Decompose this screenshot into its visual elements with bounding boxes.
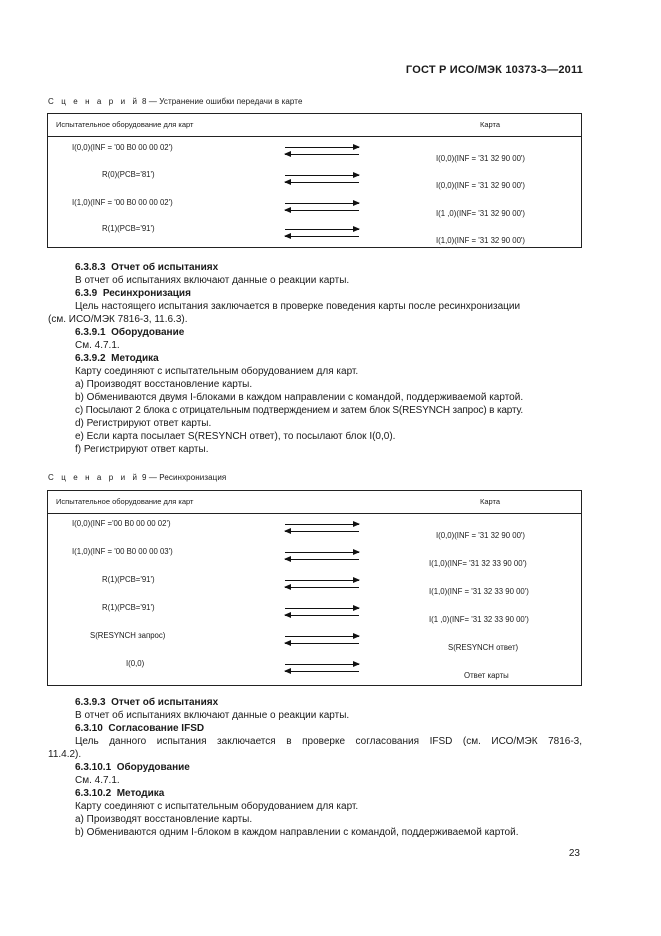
col-header-card: Карта: [480, 120, 501, 129]
paragraph: Карту соединяют с испытательным оборудованием для карт.: [75, 366, 359, 377]
scenario-8-table: [47, 113, 582, 248]
caption-text: 8 — Устранение ошибки передачи в карте: [141, 97, 303, 106]
section-heading: 6.3.9.3 Отчет об испытаниях: [75, 697, 219, 708]
card-response: I(0,0)(INF = '31 32 90 00'): [436, 181, 526, 190]
section-heading: 6.3.10 Согласование IFSD: [75, 723, 205, 734]
right-arrow-icon: [285, 229, 359, 230]
paragraph: 11.4.2).: [48, 749, 82, 760]
equipment-command: I(0,0): [126, 659, 145, 668]
left-arrow-icon: [285, 236, 359, 237]
left-arrow-icon: [285, 559, 359, 560]
col-header-equipment: Испытательное оборудование для карт: [56, 120, 194, 129]
col-header-card: Карта: [480, 497, 501, 506]
page-number: 23: [568, 848, 580, 859]
left-arrow-icon: [285, 671, 359, 672]
list-item: d) Регистрируют ответ карты.: [75, 418, 212, 429]
equipment-command: R(0)(PCB='81'): [102, 170, 155, 179]
paragraph: См. 4.7.1.: [75, 775, 120, 786]
scenario-9-table: [47, 490, 582, 686]
right-arrow-icon: [285, 636, 359, 637]
card-response: I(1,0)(INF = '31 32 33 90 00'): [429, 587, 529, 596]
list-item: f) Регистрируют ответ карты.: [75, 444, 209, 455]
section-heading: 6.3.8.3 Отчет об испытаниях: [75, 262, 219, 273]
right-arrow-icon: [285, 552, 359, 553]
scenario-9-caption: [48, 473, 226, 482]
section-heading: 6.3.9.1 Оборудование: [75, 327, 185, 338]
right-arrow-icon: [285, 664, 359, 665]
list-item: b) Обмениваются одним I-блоком в каждом направлении с командой, поддерживаемой картой.: [75, 827, 519, 838]
paragraph: Цель данного испытания заключается в проверке согласования IFSD (см. ИСО/МЭК 7816-3,: [75, 736, 582, 747]
section-heading: 6.3.9.2 Методика: [75, 353, 159, 364]
paragraph: См. 4.7.1.: [75, 340, 120, 351]
table-header: [48, 491, 581, 514]
right-arrow-icon: [285, 608, 359, 609]
card-response: S(RESYNCH ответ): [448, 643, 519, 652]
card-response: I(1 ,0)(INF= '31 32 33 90 00'): [429, 615, 529, 624]
card-response: I(0,0)(INF = '31 32 90 00'): [436, 531, 526, 540]
list-item: b) Обмениваются двумя I-блоками в каждом направлении с командой, поддерживаемой картой.: [75, 392, 524, 403]
left-arrow-icon: [285, 210, 359, 211]
list-item: e) Если карта посылает S(RESYNCH ответ), то посылают блок I(0,0).: [75, 431, 396, 442]
equipment-command: I(1,0)(INF = '00 B0 00 00 03'): [72, 547, 173, 556]
card-response: I(0,0)(INF = '31 32 90 00'): [436, 154, 526, 163]
right-arrow-icon: [285, 203, 359, 204]
list-item: c) Посылают 2 блока с отрицательным подтверждением и затем блок S(RESYNCH запрос) в карту.: [75, 405, 524, 416]
paragraph: Цель настоящего испытания заключается в проверке поведения карты после ресинхронизации: [75, 301, 521, 312]
equipment-command: R(1)(PCB='91'): [102, 603, 155, 612]
left-arrow-icon: [285, 531, 359, 532]
caption-prefix: С ц е н а р и й: [48, 473, 140, 482]
col-header-equipment: Испытательное оборудование для карт: [56, 497, 194, 506]
list-item: a) Производят восстановление карты.: [75, 814, 253, 825]
left-arrow-icon: [285, 182, 359, 183]
paragraph: В отчет об испытаниях включают данные о реакции карты.: [75, 275, 350, 286]
equipment-command: I(0,0)(INF ='00 B0 00 00 02'): [72, 519, 171, 528]
left-arrow-icon: [285, 615, 359, 616]
paragraph: (см. ИСО/МЭК 7816-3, 11.6.3).: [48, 314, 188, 325]
card-response: I(1 ,0)(INF= '31 32 90 00'): [436, 209, 526, 218]
list-item: a) Производят восстановление карты.: [75, 379, 253, 390]
section-heading: 6.3.9 Ресинхронизация: [75, 288, 191, 299]
left-arrow-icon: [285, 643, 359, 644]
left-arrow-icon: [285, 587, 359, 588]
section-heading: 6.3.10.2 Методика: [75, 788, 165, 799]
document-header: ГОСТ Р ИСО/МЭК 10373-3—2011: [405, 64, 583, 76]
left-arrow-icon: [285, 154, 359, 155]
equipment-command: I(1,0)(INF = '00 B0 00 00 02'): [72, 198, 173, 207]
right-arrow-icon: [285, 147, 359, 148]
equipment-command: I(0,0)(INF = '00 B0 00 00 02'): [72, 143, 173, 152]
scenario-8-caption: [48, 97, 303, 106]
equipment-command: S(RESYNCH запрос): [90, 631, 166, 640]
card-response: I(1,0)(INF= '31 32 33 90 00'): [429, 559, 527, 568]
card-response: I(1,0)(INF = '31 32 90 00'): [436, 236, 526, 245]
section-heading: 6.3.10.1 Оборудование: [75, 762, 190, 773]
paragraph: В отчет об испытаниях включают данные о реакции карты.: [75, 710, 350, 721]
paragraph: Карту соединяют с испытательным оборудованием для карт.: [75, 801, 359, 812]
right-arrow-icon: [285, 524, 359, 525]
equipment-command: R(1)(PCB='91'): [102, 575, 155, 584]
right-arrow-icon: [285, 175, 359, 176]
right-arrow-icon: [285, 580, 359, 581]
table-header: [48, 114, 581, 137]
equipment-command: R(1)(PCB='91'): [102, 224, 155, 233]
caption-prefix: С ц е н а р и й: [48, 97, 140, 106]
card-response: Ответ карты: [464, 671, 509, 680]
caption-text: 9 — Ресинхронизация: [141, 473, 227, 482]
